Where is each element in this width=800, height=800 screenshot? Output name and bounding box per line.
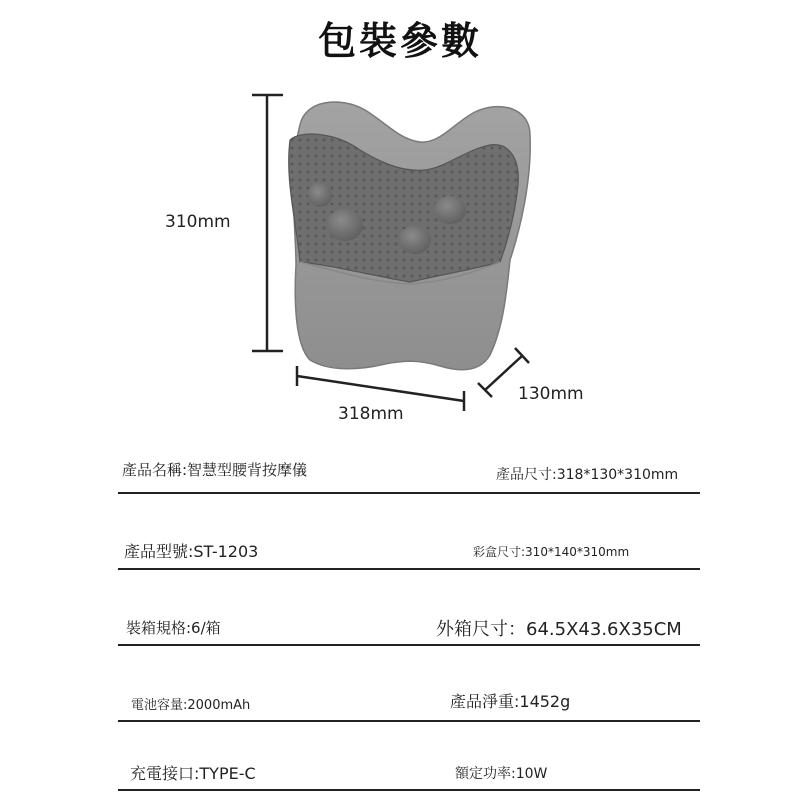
width-label: 318mm (338, 404, 404, 424)
spec-power: 額定功率:10W (455, 766, 548, 782)
height-label: 310mm (165, 212, 231, 232)
spec-battery: 電池容量:2000mAh (131, 698, 251, 713)
spec-row (118, 752, 700, 791)
spec-model: 產品型號:ST-1203 (124, 542, 259, 561)
page-title: 包裝參數 (317, 19, 482, 63)
depth-label: 130mm (518, 384, 584, 404)
massage-node (434, 196, 466, 224)
massage-node (308, 183, 332, 207)
spec-row (118, 452, 700, 494)
spec-charging-port: 充電接口:TYPE-C (130, 764, 256, 783)
spec-product-name: 產品名稱:智慧型腰背按摩儀 (122, 461, 308, 479)
spec-box-size: 彩盒尺寸:310*140*310mm (473, 545, 630, 559)
height-dimension (252, 95, 283, 351)
spec-net-weight: 產品淨重:1452g (450, 692, 571, 711)
spec-row (118, 530, 700, 570)
spec-packing: 裝箱規格:6/箱 (126, 619, 221, 637)
massage-node (327, 209, 363, 241)
spec-product-size: 產品尺寸:318*130*310mm (496, 467, 679, 483)
spec-row (118, 680, 700, 722)
spec-carton-size: 外箱尺寸：64.5X43.6X35CM (436, 619, 682, 640)
spec-row (118, 606, 700, 646)
massage-node (399, 226, 431, 254)
